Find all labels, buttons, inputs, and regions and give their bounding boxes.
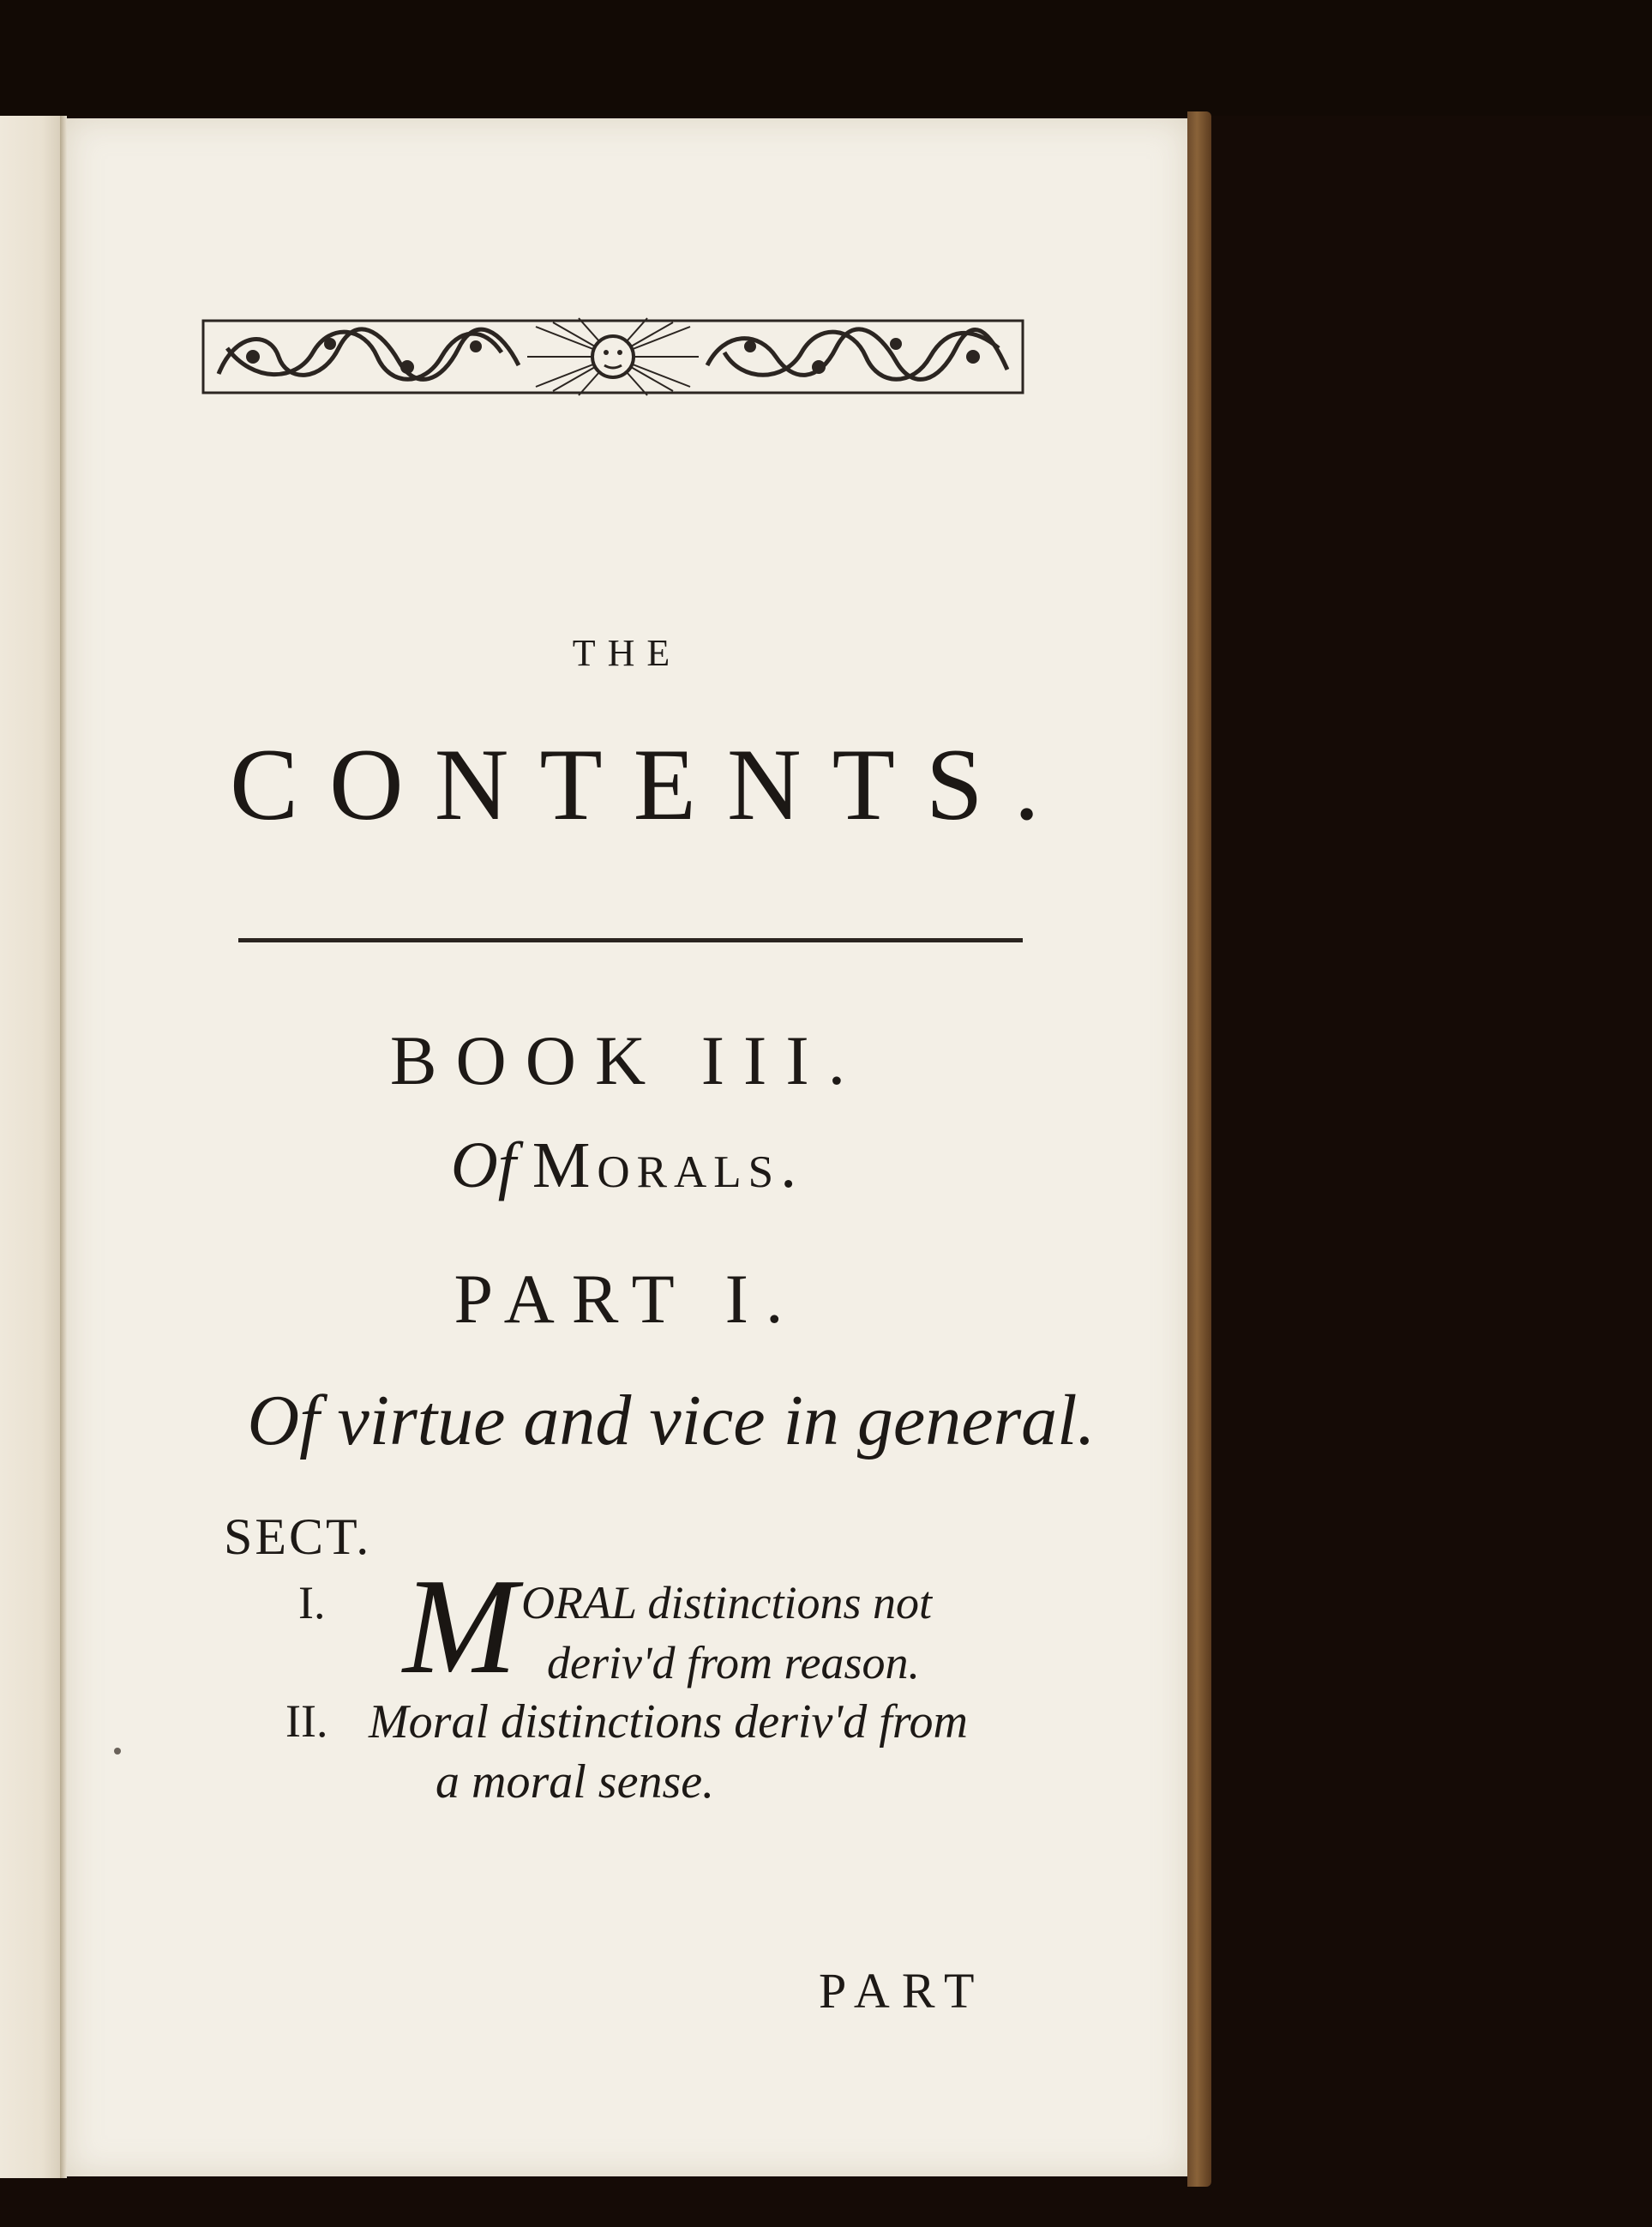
book-title-of: Of — [450, 1129, 516, 1201]
book-title — [67, 1129, 1187, 1203]
divider-rule — [238, 938, 1023, 942]
catchword: PART — [819, 1963, 987, 2019]
book-title-morals: Morals. — [532, 1129, 804, 1201]
section-header: SECT. — [224, 1508, 372, 1565]
book-label: BOOK III. — [389, 1021, 865, 1099]
section-2-numeral: II. — [285, 1695, 328, 1747]
section-2-title-line-1: Moral distinctions deriv'd from — [369, 1695, 968, 1748]
book-page — [67, 118, 1187, 2176]
section-1-numeral: I. — [298, 1577, 326, 1628]
heading-the: THE — [572, 632, 682, 674]
section-1-dropcap: M — [403, 1550, 518, 1702]
section-1-title-line-1: ORAL distinctions not — [521, 1577, 933, 1628]
section-2-title-line-2: a moral sense. — [436, 1755, 715, 1809]
part-label: PART I. — [454, 1260, 801, 1338]
part-title: Of virtue and vice in general. — [247, 1381, 1096, 1460]
section-1-title-line-2: deriv'd from reason. — [547, 1637, 921, 1688]
book-cover-edge — [1187, 111, 1211, 2187]
paper-speck — [114, 1748, 121, 1755]
book-gutter — [60, 116, 67, 2178]
headpiece-ornament-icon — [201, 314, 1024, 400]
heading-contents: CONTENTS. — [230, 727, 1071, 841]
facing-page-edge — [0, 116, 63, 2178]
dark-background — [0, 0, 1652, 116]
